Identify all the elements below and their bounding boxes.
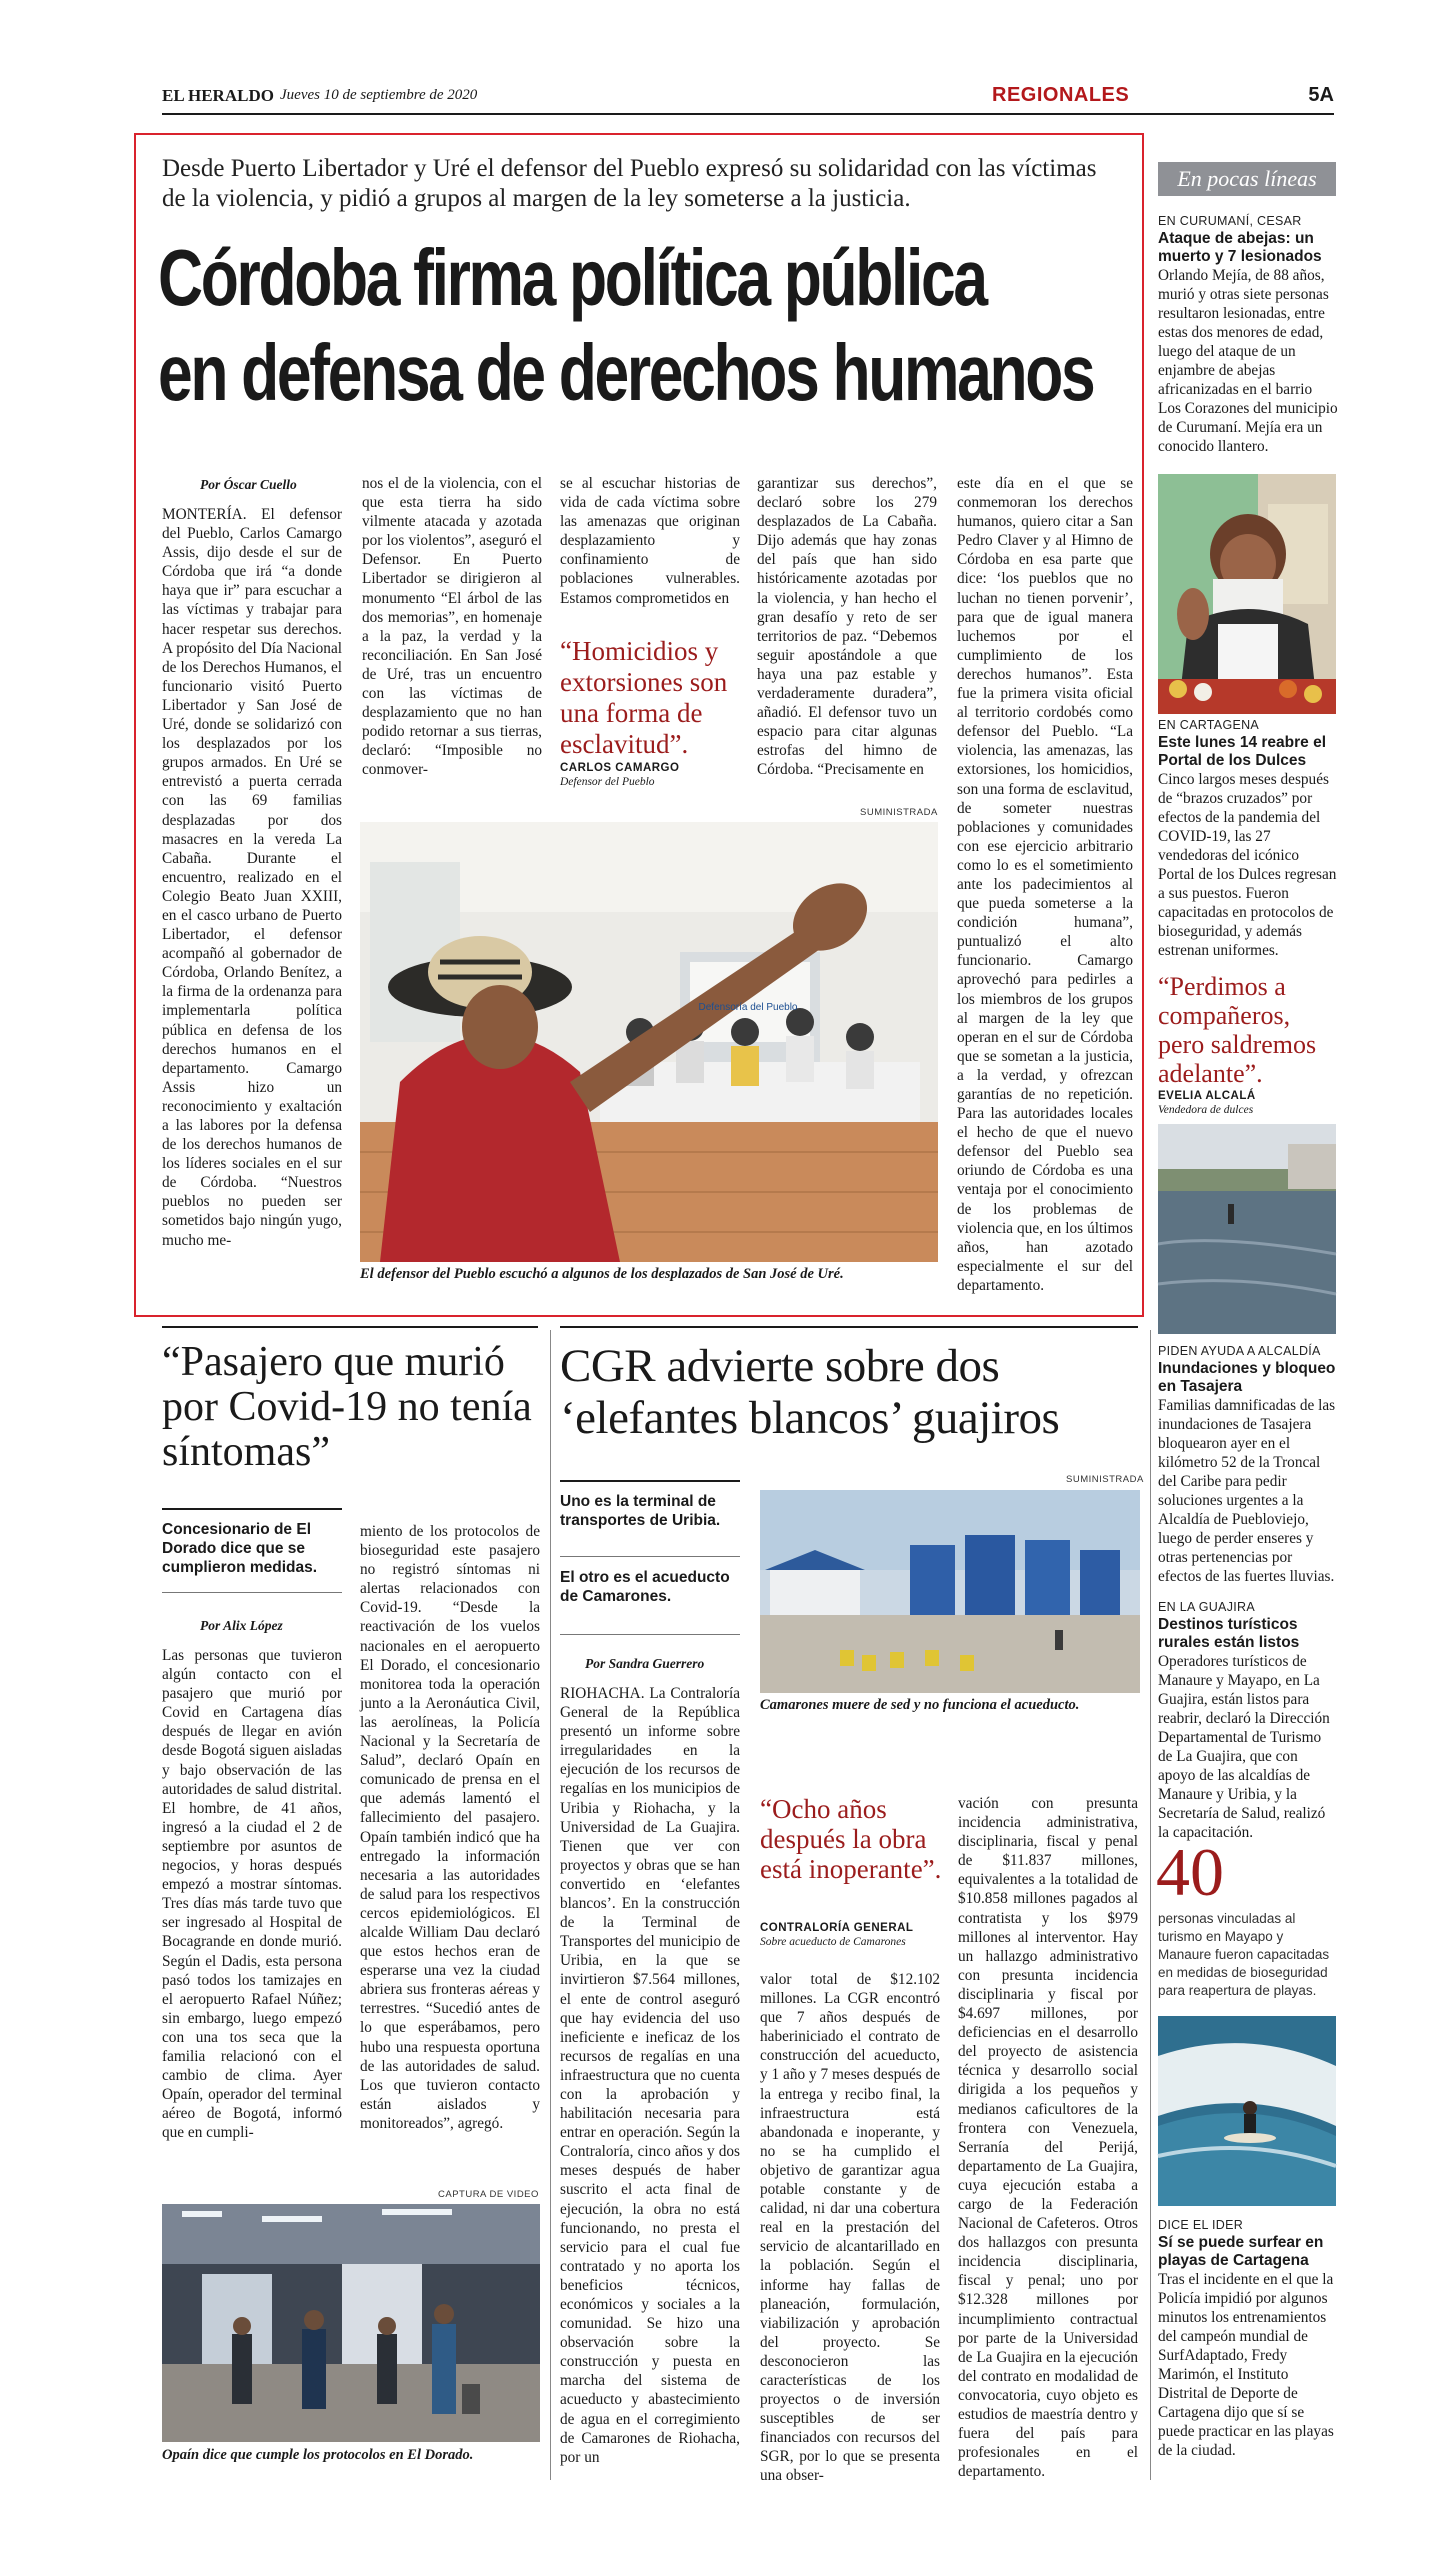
main-pull-name: CARLOS CAMARGO	[560, 762, 680, 774]
sidebar-headline: Este lunes 14 reabre el Portal de los Dulces	[1158, 734, 1327, 769]
sidebar-kicker: EN LA GUAJIRA	[1158, 1600, 1255, 1614]
main-headline	[158, 230, 1141, 420]
main-deck: Desde Puerto Libertador y Uré el defensor del Pueblo expresó su solidaridad con las víctimas de la violencia, y pidió a grupos al margen de la ley someterse a la justicia.	[162, 155, 1097, 212]
header-rule	[162, 113, 1334, 115]
sidebar-kicker: EN CURUMANÍ, CESAR	[1158, 214, 1302, 228]
sidebar-quote: “Perdimos a compañeros, pero saldremos adelante”.	[1158, 972, 1317, 1088]
sidebar-text: Orlando Mejía, de 88 años, murió y otras siete personas resultaron lesionadas, entre estas dos menores de edad, luego del ataque de un enjambre de abejas africanizadas en el barrio Los Corazones del municipio de Curumaní. Mejía era un conocido llantero.	[1158, 267, 1338, 455]
sidebar-divider	[1150, 1330, 1151, 2480]
main-headline-line2: en defensa de derechos humanos	[158, 328, 1094, 417]
page-number: 5A	[1308, 84, 1334, 106]
cgr-deck-divider	[560, 1556, 740, 1557]
cgr-col-1: RIOHACHA. La Contraloría General de la República presentó un informe sobre irregularidades en la ejecución de los recursos de regalías en los municipios de Uribia y Riohacha, y la Universidad de La Guajira. Tienen que ver con proyectos y obras que se han convertido en ‘elefantes blancos’. En la construcción de la Terminal de Transportes del municipio de Uribia, en la que se invirtieron $7.564 millones, el ente de control aseguró que hay evidencia del uso ineficiente e ineficaz de los recursos de regalías en una infraestructura que no cuenta con la aprobación y habilitación necesaria para entrar en operación. Según la Contraloría, cinco años y dos meses después de haber suscrito el acta final de ejecución, la obra no está funcionando, no presta el servicio para el cual fue contratado y no aporta los beneficios técnicos, económicos y sociales a la comunidad. Se hizo una observación sobre la construcción y puesta en marcha del sistema de acueducto y abastecimiento de agua en el corregimiento de Camarones de Riohacha, por un	[560, 1685, 740, 2466]
covid-photo-credit: CAPTURA DE VIDEO	[438, 2189, 539, 2200]
cgr-pull-name: CONTRALORÍA GENERAL	[760, 1922, 914, 1934]
main-caption: El defensor del Pueblo escuchó a algunos de los desplazados de San José de Uré.	[360, 1266, 844, 1282]
sidebar-headline: Destinos turísticos rurales están listos	[1158, 1616, 1300, 1651]
story-divider	[550, 1330, 551, 2480]
sidebar-kicker: EN CARTAGENA	[1158, 718, 1260, 732]
main-col-4: garantizar sus derechos”, declaró sobre los 279 desplazados de La Cabaña. Dijo además que hay zonas del país que han sido históricamente azotadas por la violencia, y han hecho el gran desafío y reto de ser territorios de paz. “Debemos seguir apostándole a que haya una paz estable y verdaderamente duradera”, añadió. El defensor tuvo un espacio para citar algunas estrofas del himno de Córdoba. “Precisamente en	[757, 475, 937, 779]
sidebar-photo-vendor	[1158, 474, 1336, 714]
cgr-deck-rule	[560, 1480, 740, 1482]
newspaper-name: EL HERALDO	[162, 86, 274, 105]
sidebar-text: Familias damnificadas de las inundaciones de Tasajera bloquearon ayer en el kilómetro 52 de la Troncal del Caribe para pedir soluciones urgentes a la Alcaldía de Puebloviejo, luego de perder enseres y otras pertenencias por efectos de las fuertes lluvias.	[1158, 1397, 1336, 1585]
sidebar-headline: Ataque de abejas: un muerto y 7 lesionados	[1158, 230, 1322, 265]
cgr-pull-quote: “Ocho años después la obra está inoperante”.	[760, 1794, 942, 1884]
sidebar-photo-surf	[1158, 2016, 1336, 2206]
covid-deck: Concesionario de El Dorado dice que se cumplieron medidas.	[162, 1521, 318, 1576]
main-col-2: nos el de la violencia, con el que esta tierra ha sido vilmente atacada y azotada por los violentos”, aseguró el Defensor. En Puerto Libertador se dirigieron al monumento “El árbol de las dos memorias”, en homenaje a la paz, la verdad y la reconciliación. En San José de Uré, tras un encuentro con las víctimas de desplazamiento que no han podido retornar a sus tierras, declaró: “Imposible no conmover-	[362, 475, 542, 779]
covid-top-rule	[162, 1326, 538, 1328]
covid-byline: Por Alix López	[200, 1618, 283, 1633]
main-pull-role: Defensor del Pueblo	[560, 776, 655, 788]
issue-date: Jueves 10 de septiembre de 2020	[280, 87, 478, 103]
sidebar-title: En pocas líneas	[1158, 162, 1336, 196]
covid-deck-rule	[162, 1508, 342, 1510]
sidebar-item-2	[1158, 718, 1338, 960]
cgr-deck-2: El otro es el acueducto de Camarones.	[560, 1569, 730, 1605]
sidebar-kicker: PIDEN AYUDA A ALCALDÍA	[1158, 1344, 1321, 1358]
cgr-headline: CGR advierte sobre dos ‘elefantes blancos’ guajiros	[560, 1340, 1060, 1444]
sidebar-headline: Sí se puede surfear en playas de Cartagena	[1158, 2234, 1324, 2269]
cgr-col-3: vación con presunta incidencia administrativa, disciplinaria, fiscal y penal de $11.837 millones, equivalentes a la totalidad de $10.858 millones pagados al contratista y los $979 millones al interventor. Hay un hallazgo administrativo con presunta incidencia disciplinaria y fiscal por $4.697 millones, por deficiencias en el desarrollo del proyecto de asistencia técnica y desarrollo social dirigida a los pequeños y medianos caficultores de la frontera con Venezuela, Serranía del Perijá, departamento de La Guajira, cuya ejecución estaba a cargo de la Federación Nacional de Cafeteros. Otros dos hallazgos con presunta incidencia disciplinaria, fiscal y penal; uno por $12.328 millones por incumplimiento contractual por parte de la Universidad de La Guajira en la ejecución del contrato en modalidad de convocatoria, cuyo objeto es estudios de maestría dentro y fuera del país para profesionales en el departamento.	[958, 1795, 1138, 2481]
cgr-deck-rule-bottom	[560, 1634, 740, 1635]
cgr-photo-credit: SUMINISTRADA	[1066, 1474, 1144, 1485]
cgr-caption: Camarones muere de sed y no funciona el acueducto.	[760, 1697, 1080, 1713]
covid-col-1: Las personas que tuvieron algún contacto con el pasajero que murió por Covid en Cartagena días después de llegar en avión desde Bogotá siguen aisladas y bajo observación de las autoridades de salud distrital. El hombre, de 41 años, ingresó a la ciudad el 2 de septiembre por asuntos de negocios, y horas después empezó a mostrar síntomas. Tres días más tarde tuvo que ser ingresado al Hospital de Bocagrande en donde murió. Según el Dadis, esta persona pasó todos los tamizajes en el aeropuerto Rafael Núñez; sin embargo, luego empezó con una tos seca que la familia relacionó con el cambio de clima. Ayer Opaín, operador del terminal aéreo de Bogotá, informó que en cumpli-	[162, 1647, 342, 2142]
cgr-byline: Por Sandra Guerrero	[585, 1656, 705, 1671]
sidebar-item-5	[1158, 2218, 1338, 2460]
sidebar-headline: Inundaciones y bloqueo en Tasajera	[1158, 1360, 1336, 1395]
sidebar-item-3	[1158, 1344, 1338, 1586]
sidebar-item-4	[1158, 1600, 1338, 1842]
main-col-1: MONTERÍA. El defensor del Pueblo, Carlos Camargo Assis, dijo desde el sur de Córdoba que irá “a donde haya que ir” para escuchar a las víctimas y trabajar para hacer respetar sus derechos. A propósito del Día Nacional de los Derechos Humanos, el funcionario visitó Puerto Libertador y San José de Uré, donde se solidarizó con los desplazados por los grupos armados. En Uré se entrevistó a puerta cerrada con las 69 familias desplazadas por dos masacres en la vereda La Cabaña. Durante el encuentro, realizado en el Colegio Beato Juan XXIII, en el casco urbano de Puerto Libertador, el defensor acompañó al gobernador de Córdoba, Orlando Benítez, a la firma de la ordenanza para implementarla política pública en defensa de los derechos humanos en el departamento. Camargo Assis hizo un reconocimiento y exaltación a las labores por la defensa de los derechos humanos de los líderes sociales en el sur de Córdoba. “Nuestros pueblos no pueden ser sometidos bajo ningún yugo, mucho me-	[162, 506, 342, 1249]
cgr-top-rule	[560, 1326, 1138, 1328]
covid-headline: “Pasajero que murió por Covid-19 no tenía síntomas”	[162, 1339, 532, 1475]
sidebar-photo-flood	[1158, 1124, 1336, 1334]
sidebar-text: Tras el incidente en el que la Policía impidió por algunos minutos los entrenamientos del campeón mundial de SurfAdaptado, Fredy Marimón, el Instituto Distrital de Deporte de Cartagena dijo que sí se puede practicar en las playas de la ciudad.	[1158, 2271, 1334, 2459]
sidebar-quote-role: Vendedora de dulces	[1158, 1104, 1254, 1116]
main-byline: Por Óscar Cuello	[200, 477, 297, 492]
cgr-deck-1: Uno es la terminal de transportes de Uribia.	[560, 1493, 721, 1529]
sidebar-big-text: personas vinculadas al turismo en Mayapo y Manaure fueron capacitadas en medidas de bioseguridad para reapertura de playas.	[1158, 1911, 1330, 1998]
main-photo-credit: SUMINISTRADA	[860, 807, 938, 818]
sidebar-kicker: DICE EL IDER	[1158, 2218, 1244, 2232]
page-header	[162, 82, 1334, 112]
covid-caption: Opaín dice que cumple los protocolos en El Dorado.	[162, 2447, 474, 2463]
sidebar-text: Cinco largos meses después de “brazos cruzados” por efectos de la pandemia del COVID-19, las 27 vendedoras del icónico Portal de los Dulces regresan a sus puestos. Fueron capacitadas en protocolos de bioseguridad, y además estrenan uniformes.	[1158, 771, 1337, 959]
main-pull-quote: “Homicidios y extorsiones son una forma de esclavitud”.	[560, 636, 728, 759]
covid-photo	[162, 2204, 540, 2442]
section-name: REGIONALES	[992, 84, 1130, 106]
main-col-5: este día en el que se conmemoran los derechos humanos, quiero citar a San Pedro Claver y al Himno de Córdoba en esa parte que dice: ‘los pueblos que no luchan no tienen porvenir’, para que de igual manera luchemos por el cumplimiento de los derechos humanos”. Esta fue la primera visita oficial al territorio cordobés como defensor del Pueblo. “La violencia, las amenazas, las extorsiones, los homicidios, son una forma de esclavitud, de someter nuestras poblaciones y comunidades con ese ejercicio arbitrario como lo es el sometimiento ante los padecimientos al que pueda someterse a la condición humana”, puntualizó el alto funcionario. Camargo aprovechó para pedirles a los miembros de los grupos al margen de la ley que operan en el sur de Córdoba que se sometan a la justicia, a la verdad, y ofrezcan garantías de no repetición. Para las autoridades locales el hecho de que el nuevo defensor del Pueblo sea oriundo de Córdoba es una ventaja por el conocimiento de los problemas de violencia que, en los últimos años, han azotado especialmente el sur del departamento.	[957, 475, 1133, 1294]
sidebar-big-number: 40	[1156, 1834, 1224, 1910]
photo-banner-text: Defensoría del Pueblo	[698, 1002, 798, 1013]
sidebar-text: Operadores turísticos de Manaure y Mayapo, en La Guajira, están listos para reabrir, declaró la Dirección Departamental de Turismo de La Guajira, que con apoyo de las alcaldías de Manaure y Uribia, y la Secretaría de Salud, realizó la capacitación.	[1158, 1653, 1330, 1841]
cgr-photo	[760, 1490, 1140, 1693]
cgr-col-2: valor total de $12.102 millones. La CGR encontró que 7 años después de haberiniciado el contrato de construcción del acueducto, y 1 año y 7 meses después de la entrega y recibo final, la infraestructura está abandonada e inoperante, y no se ha cumplido el objetivo de garantizar agua potable constante y de calidad, ni dar una cobertura real en la prestación del servicio de alcantarillado en la población. Según el informe hay fallas de planeación, formulación, viabilización y aprobación del proyecto. Se desconocieron las características de los proyectos o de inversión susceptibles de ser financiados con recursos del SGR, por lo que se presenta una obser-	[760, 1971, 940, 2485]
main-photo	[360, 822, 938, 1262]
cgr-pull-role: Sobre acueducto de Camarones	[760, 1936, 906, 1948]
main-headline-line1: Córdoba firma política pública	[158, 233, 986, 322]
covid-deck-rule-bottom	[162, 1592, 342, 1593]
sidebar-quote-name: EVELIA ALCALÁ	[1158, 1090, 1256, 1102]
main-col-3: se al escuchar historias de vida de cada víctima sobre las amenazas que originan desplazamiento y confinamiento de poblaciones vulnerables. Estamos comprometidos en	[560, 475, 740, 607]
sidebar-item-1	[1158, 214, 1338, 456]
covid-col-2: miento de los protocolos de bioseguridad este pasajero no registró síntomas ni alertas relacionados con Covid-19. “Desde la reactivación de los vuelos nacionales en el aeropuerto El Dorado, el concesionario monitorea toda la operación junto a la Aeronáutica Civil, las aerolíneas, la Policía Nacional y la Secretaría de Salud”, declaró Opaín en comunicado de prensa en el que además lamentó el fallecimiento del pasajero. Opaín también indicó que ha entregado la información necesaria a las autoridades de salud para los respectivos cercos epidemiológicos. El alcalde William Dau declaró que estos hechos eran de esperarse una vez la ciudad abriera sus fronteras aéreas y terrestres. “Sucedió antes de lo que esperábamos, pero hubo una respuesta oportuna de las autoridades de salud. Los que tuvieron contacto están aislados y monitoreados”, agregó.	[360, 1523, 540, 2132]
